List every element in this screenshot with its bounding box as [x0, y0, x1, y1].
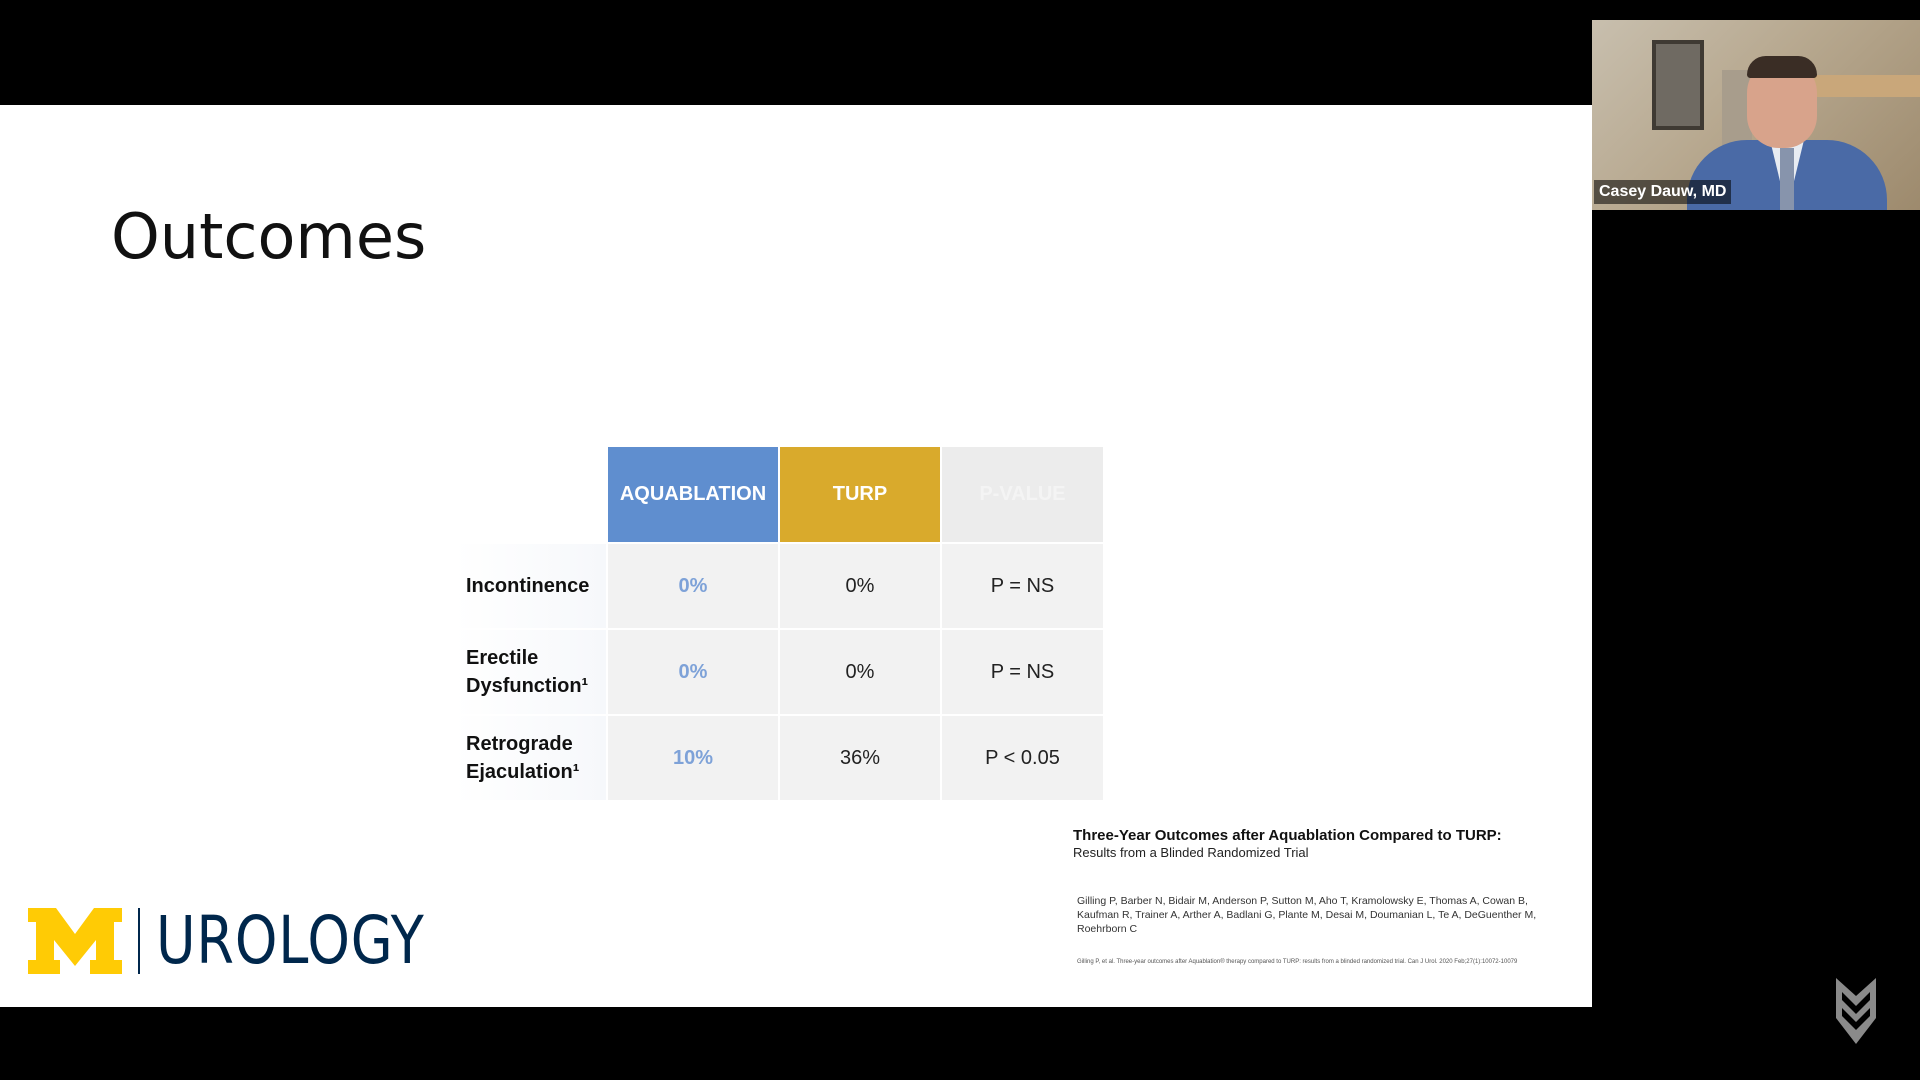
header-turp: TURP	[780, 447, 940, 542]
cell-turp: 0%	[780, 544, 940, 628]
row-label-line1: Erectile	[466, 647, 539, 669]
row-label	[455, 630, 606, 714]
block-m-logo-icon	[28, 908, 122, 974]
row-label-line1: Retrograde	[466, 733, 573, 755]
video-background-shelf	[1800, 75, 1920, 97]
citation-title: Three-Year Outcomes after Aquablation Compared to TURP:	[1073, 827, 1502, 844]
row-label-line2: Dysfunction¹	[466, 675, 589, 697]
cell-p-value: P = NS	[942, 630, 1103, 714]
cell-turp: 36%	[780, 716, 940, 800]
header-p-value: P-VALUE	[942, 447, 1103, 542]
logo-text: UROLOGY	[156, 902, 425, 979]
header-aquablation: AQUABLATION	[608, 447, 778, 542]
citation-authors: Gilling P, Barber N, Bidair M, Anderson P, Sutton M, Aho T, Kramolowsky E, Thomas A, Cowan B, Kaufman R, Trainer A, Arther A, Badlani G, Plante M, Desai M, Doumanian L, Te A, DeGuenther M, Roehrborn C	[1077, 895, 1537, 935]
speaker-video[interactable]	[1592, 20, 1920, 210]
cell-turp: 0%	[780, 630, 940, 714]
speaker-name-label: Casey Dauw, MD	[1594, 180, 1731, 204]
urology-logo	[28, 902, 484, 979]
cell-aquablation: 10%	[608, 716, 778, 800]
citation-subtitle: Results from a Blinded Randomized Trial	[1073, 845, 1309, 860]
cell-p-value: P < 0.05	[942, 716, 1103, 800]
speaker-hair	[1747, 56, 1817, 78]
cell-p-value: P = NS	[942, 544, 1103, 628]
chevron-shield-icon	[1836, 978, 1876, 1044]
citation	[1073, 827, 1543, 966]
citation-reference: Gilling P, et al. Three-year outcomes after Aquablation® therapy compared to TURP: results from a blinded randomized trial. Can J Urol. 2020 Feb;27(1):10072-10079	[1077, 959, 1518, 965]
table-row	[455, 544, 1103, 628]
row-label	[455, 544, 606, 628]
row-label	[455, 716, 606, 800]
slide-title: Outcomes	[111, 200, 427, 273]
table-row	[455, 716, 1103, 800]
speaker-tie	[1780, 148, 1794, 210]
cell-aquablation: 0%	[608, 630, 778, 714]
video-background-frame	[1652, 40, 1704, 130]
cell-aquablation: 0%	[608, 544, 778, 628]
row-label-text: Incontinence	[466, 575, 590, 597]
presentation-slide	[0, 105, 1592, 1007]
row-label-line2: Ejaculation¹	[466, 761, 580, 783]
logo-divider	[138, 908, 140, 974]
table-row	[455, 630, 1103, 714]
